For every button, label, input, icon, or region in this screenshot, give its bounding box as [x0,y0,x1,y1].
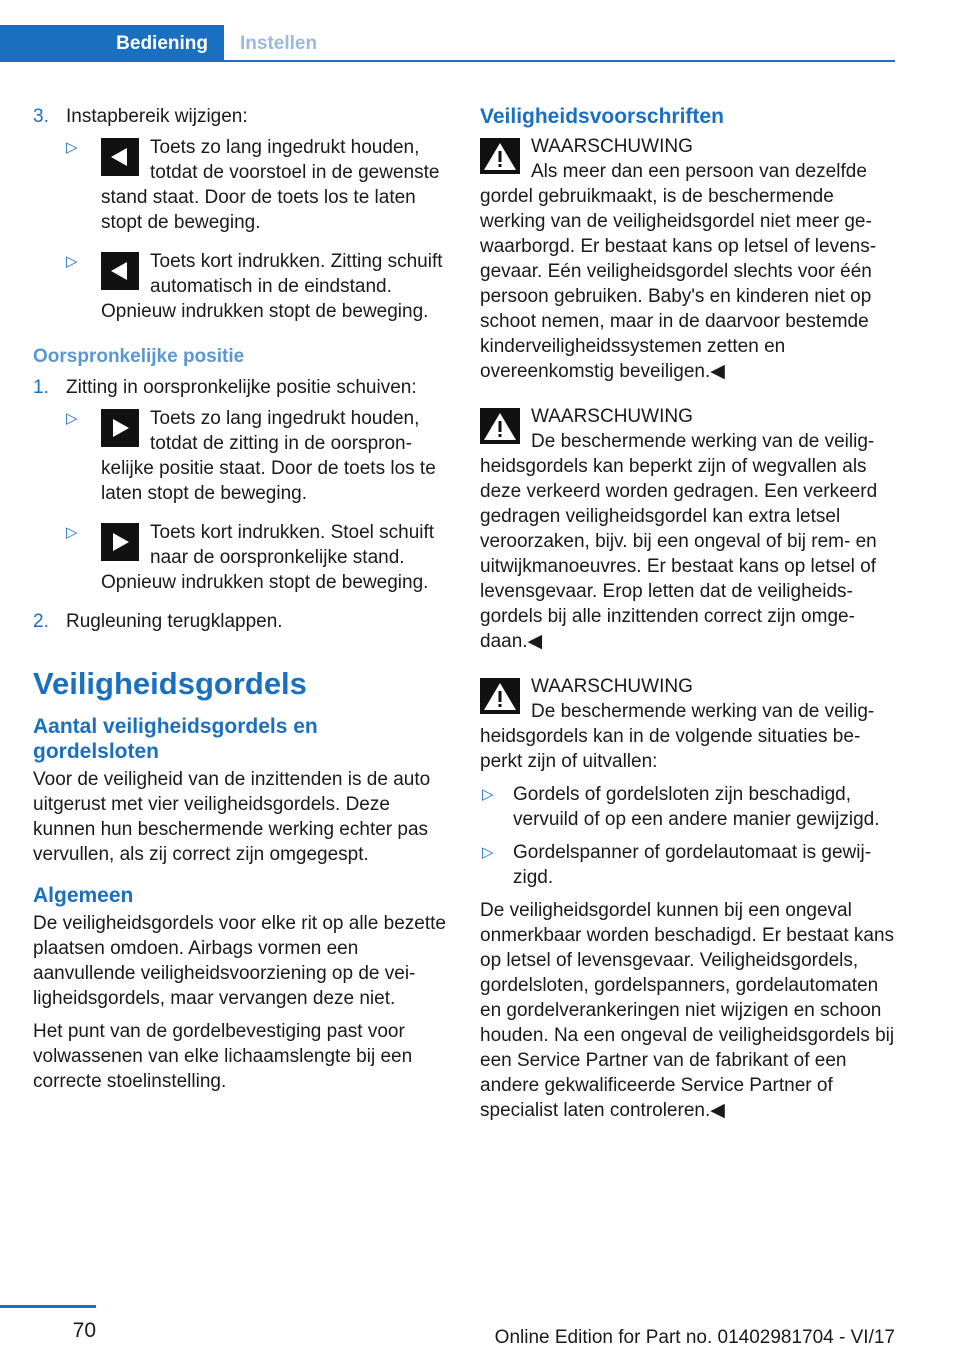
paragraph: De veiligheidsgordels voor elke rit op alle bezette plaatsen omdoen. Airbags vormen een aanvullende veiligheidsvoorziening op de veiligheidsgordels, maar vervangen deze niet. [33,913,446,1009]
tab-instellen[interactable]: Instellen [240,32,318,54]
step-number: 1. [33,377,49,398]
step-2 [33,609,448,634]
warning-block [480,134,895,384]
edition-footer: Online Edition for Part no. 01402981704 - VI/17 [494,1327,895,1348]
bullet-text: Toets zo lang ingedrukt houden, totdat de voorstoel in de gewenste stand staat. Door de toets los te laten stopt de beweging. [101,137,440,233]
warning-icon [480,408,520,444]
header-divider [0,60,895,62]
tab-bediening[interactable]: Bediening [0,25,224,61]
step-text: Zitting in oorspronkelijke positie schuiven: [66,377,417,398]
step-number: 3. [33,106,49,127]
warning-label: WAARSCHUWING [531,136,693,157]
seat-backward-button-icon [101,252,139,290]
chapter-title: Veiligheidsgordels [33,666,307,701]
right-column [480,104,895,1131]
bullet-triangle-icon: ▷ [66,410,78,427]
warning-label: WAARSCHUWING [531,406,693,427]
section-subheading: Oorspronkelijke positie [33,346,245,367]
bullet-triangle-icon: ▷ [66,253,78,270]
list-item [66,406,448,506]
bullet-triangle-icon: ▷ [66,524,78,541]
bullet-triangle-icon: ▷ [482,844,494,861]
seat-backward-button-icon [101,138,139,176]
bullet-text: Toets kort indrukken. Zitting schuift automatisch in de eindstand. Opnieuw indrukken stopt de beweging. [101,251,443,322]
warning-text: Als meer dan een persoon van dezelfde gordel gebruikmaakt, is de beschermende werking van de veiligheidsgordel niet meer gewaarborgd. Er bestaat kans op letsel of levensgevaar. Eén veiligheidsgordel slechts voor één persoon gebruiken. Baby's en kinderen niet op schoot nemen, maar in de daarvoor bestemde kinderveiligheidssystemen zetten en overeenkomstig beveiligen.◀ [480,161,877,382]
paragraph: De veiligheidsgordel kunnen bij een ongeval onmerkbaar worden beschadigd. Er bestaat kans op letsel of levensgevaar. Veiligheidsgordels, gordelsloten, gordelspanners, gordelautomaten en gordelverankeringen niet wijzigen en schoon houden. Na een ongeval de veiligheidsgordels bij een Service Partner van de fabrikant of een andere gekwalificeerde Service Partner of specialist laten controleren.◀ [480,900,895,1121]
warning-icon [480,138,520,174]
list-item [66,520,448,595]
list-item [480,840,895,890]
step-3 [33,104,448,129]
warning-text: De beschermende werking van de veiligheidsgordels kan in de volgende situaties beperkt zijn of uitvallen: [480,701,875,772]
bullet-text: Toets zo lang ingedrukt houden, totdat de zitting in de oorspronkelijke positie staat. Door de toets los te laten stopt de beweging. [101,408,436,504]
list-item [480,782,895,832]
step-text: Rugleuning terugklappen. [66,611,283,632]
seat-forward-button-icon [101,409,139,447]
warning-label: WAARSCHUWING [531,676,693,697]
section-heading: Aantal veiligheidsgordels en gordelsloten [33,715,318,763]
bullet-text: Toets kort indrukken. Stoel schuift naar de oorspronkelijke stand. Opnieuw indrukken stopt de beweging. [101,522,435,593]
paragraph: Voor de veiligheid van de inzittenden is de auto uitgerust met vier veiligheidsgordels. Deze kunnen hun beschermende werking echter pas vervullen, als zij correct zijn omgegespt. [33,769,431,865]
warning-icon [480,678,520,714]
step-1 [33,375,448,400]
footer-divider [0,1305,96,1308]
top-navigation [0,0,960,64]
bullet-triangle-icon: ▷ [482,786,494,803]
step-number: 2. [33,611,49,632]
warning-block [480,404,895,654]
section-heading: Veiligheidsvoorschriften [480,105,724,128]
paragraph: Het punt van de gordelbevestiging past voor volwassenen van elke lichaamslengte bij een correcte stoelinstelling. [33,1021,413,1092]
warning-text: De beschermende werking van de veiligheidsgordels kan beperkt zijn of wegvallen als deze verkeerd worden gedragen. Een verkeerd gedragen veiligheidsgordel kan extra letsel veroorzaken, bijv. bij een ongeval of bij rem- en uitwijkmanoeuvres. Er bestaat kans op letsel of levensgevaar. Erop letten dat de veiligheidsgordels bij alle inzittenden correct zijn omgedaan.◀ [480,431,878,652]
step-text: Instapbereik wijzigen: [66,106,248,127]
bullet-text: Gordelspanner of gordelautomaat is gewijzigd. [513,842,872,888]
page-number: 70 [72,1319,96,1342]
left-column [33,104,448,1102]
seat-forward-button-icon [101,523,139,561]
list-item [66,135,448,235]
list-item [66,249,448,324]
bullet-text: Gordels of gordelsloten zijn beschadigd, vervuild of op een andere manier gewijzigd. [513,784,880,830]
bullet-triangle-icon: ▷ [66,139,78,156]
warning-block [480,674,895,774]
section-heading: Algemeen [33,884,134,907]
